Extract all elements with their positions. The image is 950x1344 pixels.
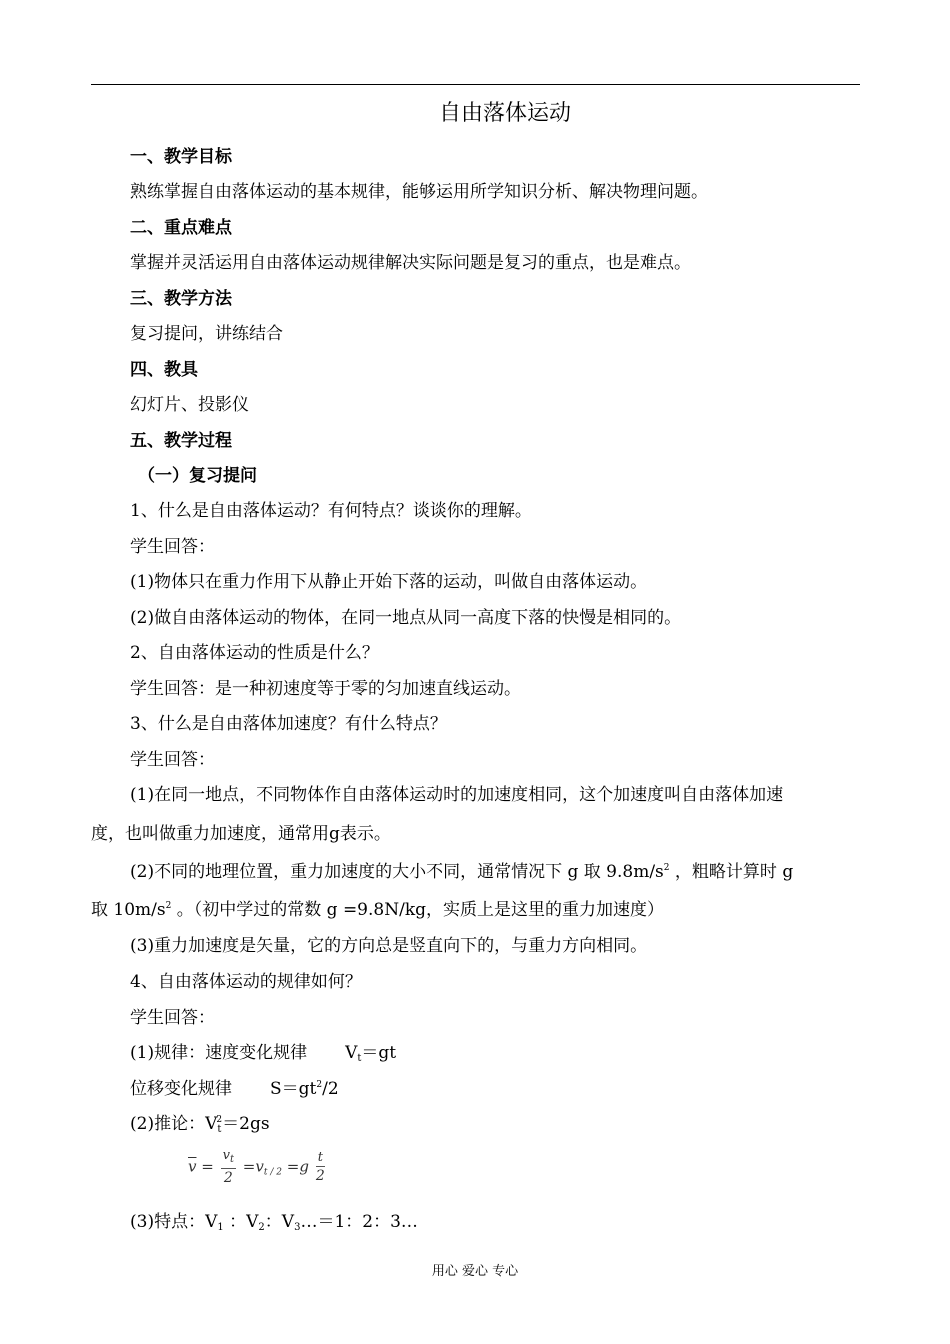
tools-text: 幻灯片、投影仪 bbox=[130, 395, 249, 415]
heading-process: 五、教学过程 bbox=[130, 431, 232, 451]
answer-3-2b-text: 取 10m/s bbox=[91, 900, 166, 920]
answer-4-label: 学生回答： bbox=[130, 1008, 215, 1028]
heading-tools: 四、教具 bbox=[130, 360, 198, 380]
superscript: 2 bbox=[316, 1080, 323, 1090]
subscript-2: 2 bbox=[258, 1222, 265, 1233]
answer-1-2: (2)做自由落体运动的物体，在同一地点从同一高度下落的快慢是相同的。 bbox=[130, 608, 682, 628]
answer-3-2b-tail: 。（初中学过的常数 g =9.8N/kg，实质上是这里的重力加速度） bbox=[176, 900, 665, 920]
feature-mid1: ：V bbox=[223, 1212, 259, 1232]
answer-1-1: (1)物体只在重力作用下从静止开始下落的运动，叫做自由落体运动。 bbox=[130, 572, 648, 592]
denominator: 2 bbox=[315, 1168, 325, 1184]
average-velocity-formula: $\overline{v}$ = $\frac{v_t}{2}$ $=v_{t / 2} =g$ $\frac{t}{2}$ bbox=[188, 1148, 325, 1186]
displacement-formula: S＝gt bbox=[270, 1079, 317, 1099]
methods-text: 复习提问，讲练结合 bbox=[130, 324, 283, 344]
question-3: 3、什么是自由落体加速度？有什么特点？ bbox=[130, 714, 447, 734]
velocity-law-label: (1)规律：速度变化规律 bbox=[130, 1043, 308, 1063]
page-footer: 用心 爱心 专心 bbox=[431, 1264, 519, 1279]
v-half-t: v bbox=[255, 1157, 264, 1176]
numerator-sub: t bbox=[229, 1154, 235, 1165]
heading-methods: 三、教学方法 bbox=[130, 289, 232, 309]
displacement-law-label: 位移变化规律 bbox=[130, 1079, 232, 1099]
heading-key-points: 二、重点难点 bbox=[130, 218, 232, 238]
subscript-t: t bbox=[357, 1053, 362, 1064]
answer-3-1b: 度，也叫做重力加速度，通常用g表示。 bbox=[91, 824, 391, 844]
subscript-1: 1 bbox=[217, 1222, 224, 1233]
answer-3-2a-text: (2)不同的地理位置，重力加速度的大小不同，通常情况下 g 取 9.8m/s bbox=[130, 862, 664, 882]
numerator-t: t bbox=[317, 1150, 323, 1165]
header-rule bbox=[91, 84, 860, 85]
answer-3-2a bbox=[130, 857, 793, 882]
answer-3-2a-tail: ，粗略计算时 g bbox=[674, 862, 794, 882]
velocity-formula-rhs: ＝gt bbox=[361, 1043, 397, 1063]
inference-formula: ＝2gs bbox=[222, 1114, 270, 1134]
superscript: 2 bbox=[165, 901, 172, 911]
answer-4-1 bbox=[130, 1038, 396, 1064]
numerator-v: v bbox=[222, 1148, 230, 1163]
superscript: 2 bbox=[216, 1115, 223, 1125]
answer-2: 学生回答：是一种初速度等于零的匀加速直线运动。 bbox=[130, 679, 521, 699]
g-symbol: g bbox=[299, 1157, 309, 1176]
subscript-t: t bbox=[217, 1124, 222, 1135]
objectives-text: 熟练掌握自由落体运动的基本规律，能够运用所学知识分析、解决物理问题。 bbox=[130, 182, 708, 202]
heading-objectives: 一、教学目标 bbox=[130, 147, 232, 167]
answer-4-3 bbox=[130, 1109, 270, 1135]
question-1: 1、什么是自由落体运动？有何特点？谈谈你的理解。 bbox=[130, 501, 532, 521]
subheading-review: （一）复习提问 bbox=[138, 466, 257, 486]
answer-3-1a: (1)在同一地点，不同物体作自由落体运动时的加速度相同，这个加速度叫自由落体加速 bbox=[130, 785, 784, 805]
answer-1-label: 学生回答： bbox=[130, 537, 215, 557]
feature-mid2: ：V bbox=[264, 1212, 295, 1232]
v-bar: $\overline{v}$ bbox=[188, 1157, 197, 1176]
feature-label: (3)特点：V bbox=[130, 1212, 218, 1232]
question-4: 4、自由落体运动的规律如何？ bbox=[130, 972, 362, 992]
answer-3-3: (3)重力加速度是矢量，它的方向总是竖直向下的，与重力方向相同。 bbox=[130, 936, 648, 956]
answer-4-2 bbox=[130, 1074, 339, 1099]
fraction-t-over-2 bbox=[316, 1150, 325, 1185]
inference-label: (2)推论：V bbox=[130, 1114, 218, 1134]
velocity-formula-v: V bbox=[345, 1043, 358, 1063]
question-2: 2、自由落体运动的性质是什么？ bbox=[130, 643, 379, 663]
fraction-vt-over-2 bbox=[221, 1148, 236, 1187]
displacement-formula-tail: /2 bbox=[322, 1079, 339, 1099]
denominator: 2 bbox=[223, 1170, 233, 1186]
subscript-3: 3 bbox=[294, 1222, 301, 1233]
v-half-t-sub: t / 2 bbox=[263, 1167, 282, 1178]
superscript: 2 bbox=[663, 863, 670, 873]
key-points-text: 掌握并灵活运用自由落体运动规律解决实际问题是复习的重点，也是难点。 bbox=[130, 253, 691, 273]
feature-tail: …＝1：2：3… bbox=[300, 1212, 418, 1232]
answer-4-4 bbox=[130, 1207, 418, 1233]
page-title: 自由落体运动 bbox=[438, 101, 571, 126]
answer-3-2b bbox=[91, 895, 664, 920]
answer-3-label: 学生回答： bbox=[130, 750, 215, 770]
